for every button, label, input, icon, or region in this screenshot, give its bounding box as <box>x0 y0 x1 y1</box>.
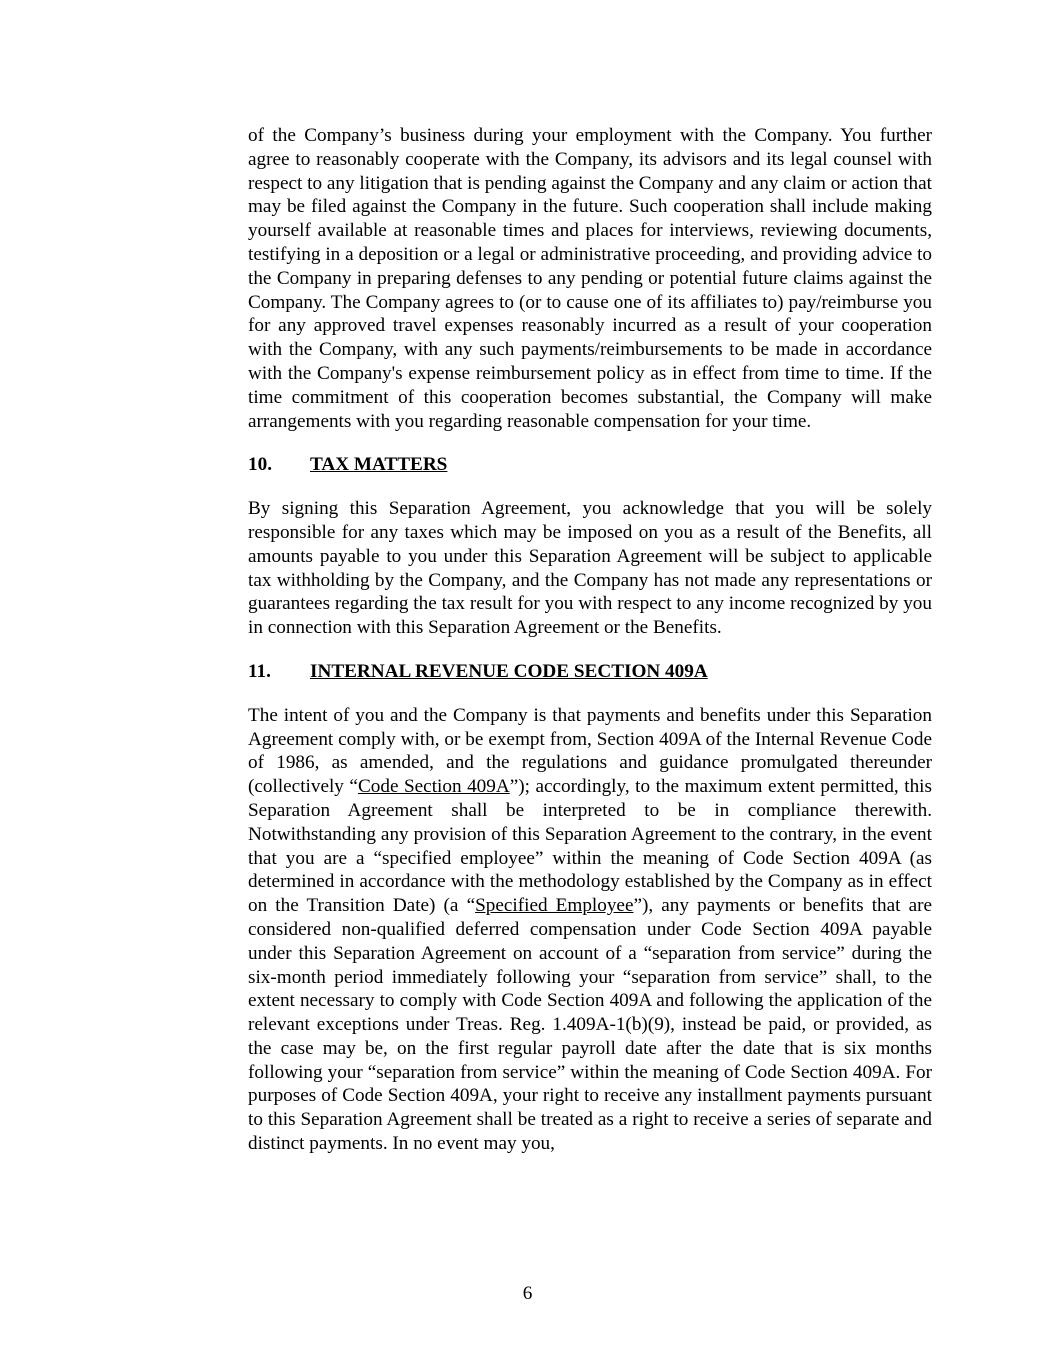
section-11-body-part1: The intent of you and the Company is that payments and benefits under this Separation Agreement comply with, or be exempt from, Section 409A of the Internal Revenue Code of 1986, as amended, and the regulations and guidance promulgated thereunder (collectively “ <box>248 704 932 798</box>
section-10-title: TAX MATTERS <box>310 454 448 476</box>
section-11-title: INTERNAL REVENUE CODE SECTION 409A <box>310 660 708 682</box>
defined-term-specified-employee: Specified Employee <box>475 895 634 917</box>
section-11-number: 11. <box>248 660 271 682</box>
continuation-paragraph: of the Company’s business during your employment with the Company. You further agree to reasonably cooperate with the Company, its advisors and its legal counsel with respect to any litigation that is pending against the Company and any claim or action that may be filed against the Company in the future. Such cooperation shall include making yourself available at reasonable times and places for interviews, reviewing documents, testifying in a deposition or a legal or administrative proceeding, and providing advice to the Company in preparing defenses to any pending or potential future claims against the Company. The Company agrees to (or to cause one of its affiliates to) pay/reimburse you for any approved travel expenses reasonably incurred as a result of your cooperation with the Company, with any such payments/reimbursements to be made in accordance with the Company's expense reimbursement policy as in effect from time to time. If the time commitment of this cooperation becomes substantial, the Company will make arrangements with you regarding reasonable compensation for your time. <box>248 125 932 432</box>
section-11-body-part2: ”); accordingly, to the maximum extent permitted, this Separation Agreement shall be interpreted to be in compliance therewith. Notwithstanding any provision of this Separation Agreement to the contrary, in the event that you are a “specified employee” within the meaning of Code Section 409A (as determined in accordance with the methodology established by the Company as in effect on the Transition Date) (a “ <box>248 776 932 917</box>
section-11-body <box>248 704 932 1156</box>
document-page <box>248 124 932 1156</box>
section-11-body-part3: ”), any payments or benefits that are considered non-qualified deferred compensation under Code Section 409A payable under this Separation Agreement on account of a “separation from service” during the six-month period immediately following your “separation from service” shall, to the extent necessary to comply with Code Section 409A and following the application of the relevant exceptions under Treas. Reg. 1.409A-1(b)(9), instead be paid, or provided, as the case may be, on the first regular payroll date after the date that is six months following your “separation from service” within the meaning of Code Section 409A. For purposes of Code Section 409A, your right to receive any installment payments pursuant to this Separation Agreement shall be treated as a right to receive a series of separate and distinct payments. In no event may you, <box>248 895 933 1155</box>
page-number: 6 <box>522 1283 533 1304</box>
section-10-heading <box>248 453 932 477</box>
section-10-number: 10. <box>248 454 272 476</box>
defined-term-code-section-409a: Code Section 409A <box>357 776 510 798</box>
section-10-body: By signing this Separation Agreement, you acknowledge that you will be solely responsible for any taxes which may be imposed on you as a result of the Benefits, all amounts payable to you under this Separation Agreement will be subject to applicable tax withholding by the Company, and the Company has not made any representations or guarantees regarding the tax result for you with respect to any income recognized by you in connection with this Separation Agreement or the Benefits. <box>248 498 932 639</box>
section-11-heading <box>248 660 932 684</box>
